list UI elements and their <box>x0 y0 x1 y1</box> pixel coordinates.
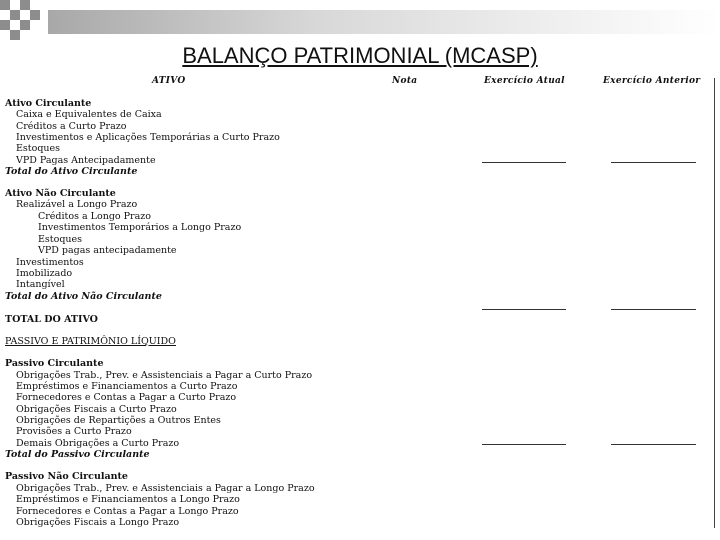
line-item: Fornecedores e Contas a Pagar a Curto Prazo <box>16 392 237 403</box>
subtotal-rule-atual <box>482 162 566 163</box>
section-heading: Ativo Circulante <box>5 98 92 109</box>
line-item: Obrigações Trab., Prev. e Assistenciais a Pagar a Curto Prazo <box>16 370 313 381</box>
page-title <box>0 43 720 69</box>
line-item: Empréstimos e Financiamentos a Curto Prazo <box>16 381 238 392</box>
line-item: Investimentos <box>16 257 84 268</box>
section-heading: Passivo Circulante <box>5 358 104 369</box>
line-item: Créditos a Longo Prazo <box>38 211 151 222</box>
column-header-ativo: ATIVO <box>152 76 186 86</box>
line-item: Demais Obrigações a Curto Prazo <box>16 438 180 449</box>
column-header-nota: Nota <box>392 76 418 86</box>
line-item: Créditos a Curto Prazo <box>16 121 127 132</box>
section-heading: Passivo Não Circulante <box>5 471 128 482</box>
line-item: Realizável a Longo Prazo <box>16 199 138 210</box>
total-line: Total do Passivo Circulante <box>5 449 150 460</box>
line-item: Empréstimos e Financiamentos a Longo Prazo <box>16 494 240 505</box>
section-heading: Ativo Não Circulante <box>5 188 116 199</box>
header-gradient-bar <box>48 10 720 34</box>
line-item: Estoques <box>38 234 83 245</box>
subtotal-rule-anterior <box>611 309 696 310</box>
line-item: Estoques <box>16 143 61 154</box>
line-item: Investimentos e Aplicações Temporárias a Curto Prazo <box>16 132 280 143</box>
total-line: Total do Ativo Circulante <box>5 166 138 177</box>
line-item: Obrigações Trab., Prev. e Assistenciais a Pagar a Longo Prazo <box>16 483 315 494</box>
page-title-text: BALANÇO PATRIMONIAL (MCASP) <box>182 43 538 68</box>
line-item: Caixa e Equivalentes de Caixa <box>16 109 162 120</box>
line-item: Provisões a Curto Prazo <box>16 426 132 437</box>
subtotal-rule-atual <box>482 444 566 445</box>
line-item: VPD Pagas Antecipadamente <box>16 155 156 166</box>
line-item: Investimentos Temporários a Longo Prazo <box>38 222 242 233</box>
line-item: Imobilizado <box>16 268 73 279</box>
column-header-exercicio-anterior: Exercício Anterior <box>603 76 701 86</box>
line-item: Obrigações Fiscais a Curto Prazo <box>16 404 177 415</box>
line-item: Intangível <box>16 279 65 290</box>
line-item: Obrigações de Repartições a Outros Entes <box>16 415 221 426</box>
grand-total-line: TOTAL DO ATIVO <box>5 314 98 325</box>
subtotal-rule-atual <box>482 309 566 310</box>
subtotal-rule-anterior <box>611 162 696 163</box>
total-line: Total do Ativo Não Circulante <box>5 291 162 302</box>
line-item: Obrigações Fiscais a Longo Prazo <box>16 517 180 528</box>
subtotal-rule-anterior <box>611 444 696 445</box>
column-header-exercicio-atual: Exercício Atual <box>484 76 565 86</box>
line-item: VPD pagas antecipadamente <box>38 245 177 256</box>
section-heading: PASSIVO E PATRIMÔNIO LÍQUIDO <box>5 336 176 347</box>
document-right-border <box>714 78 715 528</box>
line-item: Fornecedores e Contas a Pagar a Longo Prazo <box>16 506 239 517</box>
